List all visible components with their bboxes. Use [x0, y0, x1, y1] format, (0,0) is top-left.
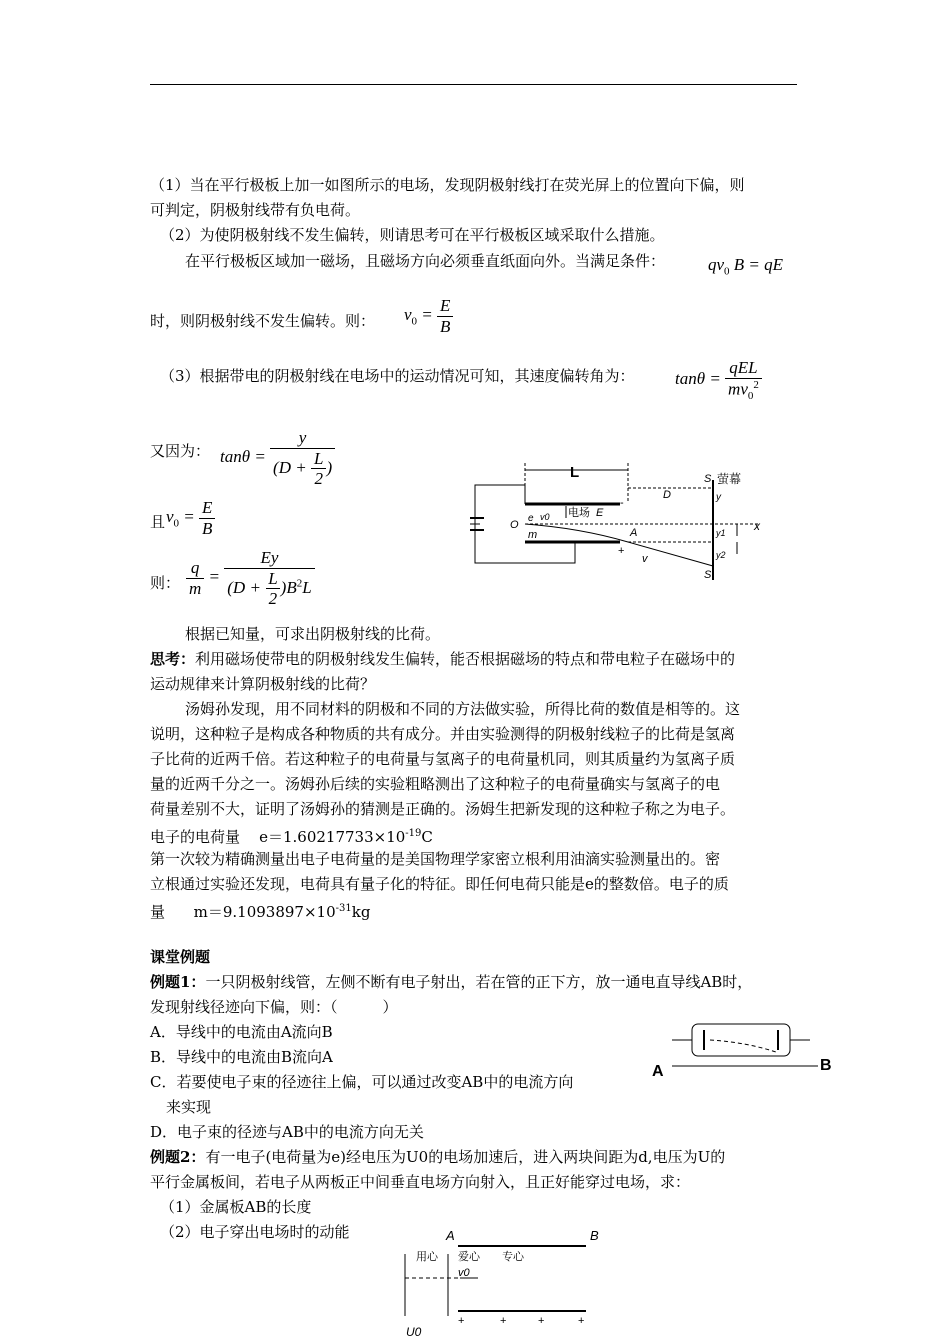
paragraph-9: 根据已知量，可求出阴极射线的比荷。 — [185, 625, 441, 643]
example-2: 例题2：有一电子(电荷量为e)经电压为U0的电场加速后，进入两块间距为d,电压为U的 — [150, 1148, 726, 1166]
watermark-2: 爱心 — [458, 1251, 480, 1263]
plus-2: + — [500, 1315, 507, 1327]
label-field: 电场 — [568, 507, 590, 519]
thomson-para-4: 量的近两千分之一。汤姆孙后续的实验粗略测出了这种粒子的电荷量确实与氢离子的电 — [150, 775, 721, 793]
label-E: E — [596, 507, 604, 519]
plus-4: + — [578, 1315, 585, 1327]
tube-wire-diagram — [650, 1020, 840, 1082]
thomson-para-3: 子比荷的近两千倍。若这种粒子的电荷量与氢离子的电荷量机同，则其质量约为氢离子质 — [150, 750, 736, 768]
electron-mass: 量 $m=9.1093897\times 10^{-31}kg$ — [150, 903, 371, 921]
wire-label-A: A — [652, 1063, 664, 1080]
label-L: L — [570, 464, 580, 481]
label-m: m — [528, 529, 538, 541]
millikan-1: 第一次较为精确测量出电子电荷量的是美国物理学家密立根利用油滴实验测量出的。密 — [150, 850, 721, 868]
label-v: v — [642, 553, 648, 565]
millikan-2: 立根通过实验还发现，电荷具有量子化的特征。即任何电荷只能是e的整数倍。电子的质 — [150, 875, 729, 893]
thomson-para-2: 说明，这种粒子是构成各种物质的共有成分。并由实验测得的阴极射线粒子的比荷是氢离 — [150, 725, 736, 743]
equation-tan-theta-2: tanθ = y (D + $\frac{L}{2}$ ) — [220, 428, 335, 489]
think-line-2: 运动规律来计算阴极射线的比荷？ — [150, 675, 376, 693]
plus-1: + — [458, 1315, 465, 1327]
paragraph-3: 在平行极板区域加一磁场，且磁场方向必须垂直纸面向外。当满足条件： — [185, 252, 666, 270]
option-a: A．导线中的电流由A流向B — [150, 1023, 333, 1041]
label-v0: v0 — [540, 512, 550, 522]
equation-v0-2: $v_0$ = $\frac{E}{B}$ — [166, 498, 215, 538]
label-x: x — [754, 519, 760, 533]
paragraph-1: （1）当在平行极板上加一如图所示的电场，发现阴极射线打在荧光屏上的位置向下偏，则 — [150, 176, 745, 194]
label-A: A — [630, 527, 638, 539]
label-O: O — [510, 519, 519, 531]
plate-label-B: B — [590, 1228, 599, 1243]
paragraph-4: 时，则阴极射线不发生偏转。则： — [150, 312, 376, 330]
paragraph-2: （2）为使阴极射线不发生偏转，则请思考可在平行极板区域采取什么措施。 — [160, 226, 665, 244]
label-S-top: S — [704, 473, 712, 485]
label-S-bottom: S — [704, 569, 712, 581]
equation-specific-charge: $\frac{q}{m}$ = Ey (D + $\frac{L}{2}$ )$B^2L$ — [186, 548, 315, 609]
example-1: 例题1：一只阴极射线管，左侧不断有电子射出，若在管的正下方，放一通电直导线AB时， — [150, 973, 753, 991]
deflection-diagram — [470, 458, 770, 588]
label-y: y — [716, 492, 721, 503]
wire-label-B: B — [820, 1057, 832, 1074]
label-U0: U0 — [406, 1325, 422, 1339]
equation-tan-theta-1: tanθ = $\frac{\text{qEL}}{mv_0^2}$ — [675, 358, 762, 402]
thomson-para-1: 汤姆孙发现，用不同材料的阴极和不同的方法做实验，所得比荷的数值是相等的。这 — [185, 700, 741, 718]
example-2-q1: （1）金属板AB的长度 — [160, 1198, 312, 1216]
section-title: 课堂例题 — [150, 948, 211, 966]
label-e: e — [528, 513, 534, 524]
plates-diagram — [400, 1226, 610, 1342]
equation-v0: $v_0$ = $\frac{E}{B}$ — [404, 296, 453, 336]
paragraph-6: 又因为： — [150, 442, 211, 460]
label-D: D — [663, 489, 671, 501]
label-y1: y1 — [716, 528, 726, 538]
thomson-para-5: 荷量差别不大，证明了汤姆孙的猜测是正确的。汤姆生把新发现的这种粒子称之为电子。 — [150, 800, 736, 818]
paragraph-7: 且 — [150, 513, 166, 531]
watermark-3: 专心 — [502, 1251, 524, 1263]
label-plus: + — [618, 545, 625, 557]
header-rule — [150, 84, 797, 85]
plus-3: + — [538, 1315, 545, 1327]
label-screen: 萤幕 — [717, 472, 742, 486]
think-line: 思考：利用磁场使带电的阴极射线发生偏转，能否根据磁场的特点和带电粒子在磁场中的 — [150, 650, 736, 668]
option-c-cont: 来实现 — [166, 1098, 212, 1116]
paragraph-8: 则： — [150, 574, 181, 592]
example-1-cont: 发现射线径迹向下偏，则：（ ） — [150, 998, 398, 1016]
example-2-q2: （2）电子穿出电场时的动能 — [160, 1223, 350, 1241]
option-b: B．导线中的电流由B流向A — [150, 1048, 333, 1066]
label-minus: - — [620, 497, 624, 509]
label-y2: y2 — [716, 550, 726, 560]
label-v0-ex2: v0 — [458, 1267, 470, 1279]
watermark-1: 用心 — [416, 1251, 438, 1263]
example-2-cont: 平行金属板间，若电子从两板正中间垂直电场方向射入，且正好能穿过电场，求： — [150, 1173, 691, 1191]
option-d: D．电子束的径迹与AB中的电流方向无关 — [150, 1123, 424, 1141]
option-c: C．若要使电子束的径迹往上偏，可以通过改变AB中的电流方向 — [150, 1073, 574, 1091]
electron-charge: 电子的电荷量 $e=1.60217733\times 10^{-19}C$ — [150, 828, 433, 846]
paragraph-1-cont: 可判定，阴极射线带有负电荷。 — [150, 201, 361, 219]
equation-force-balance: $qv_0$ B = qE — [708, 255, 784, 278]
plate-label-A: A — [446, 1228, 455, 1243]
paragraph-5: （3）根据带电的阴极射线在电场中的运动情况可知，其速度偏转角为： — [160, 367, 635, 385]
